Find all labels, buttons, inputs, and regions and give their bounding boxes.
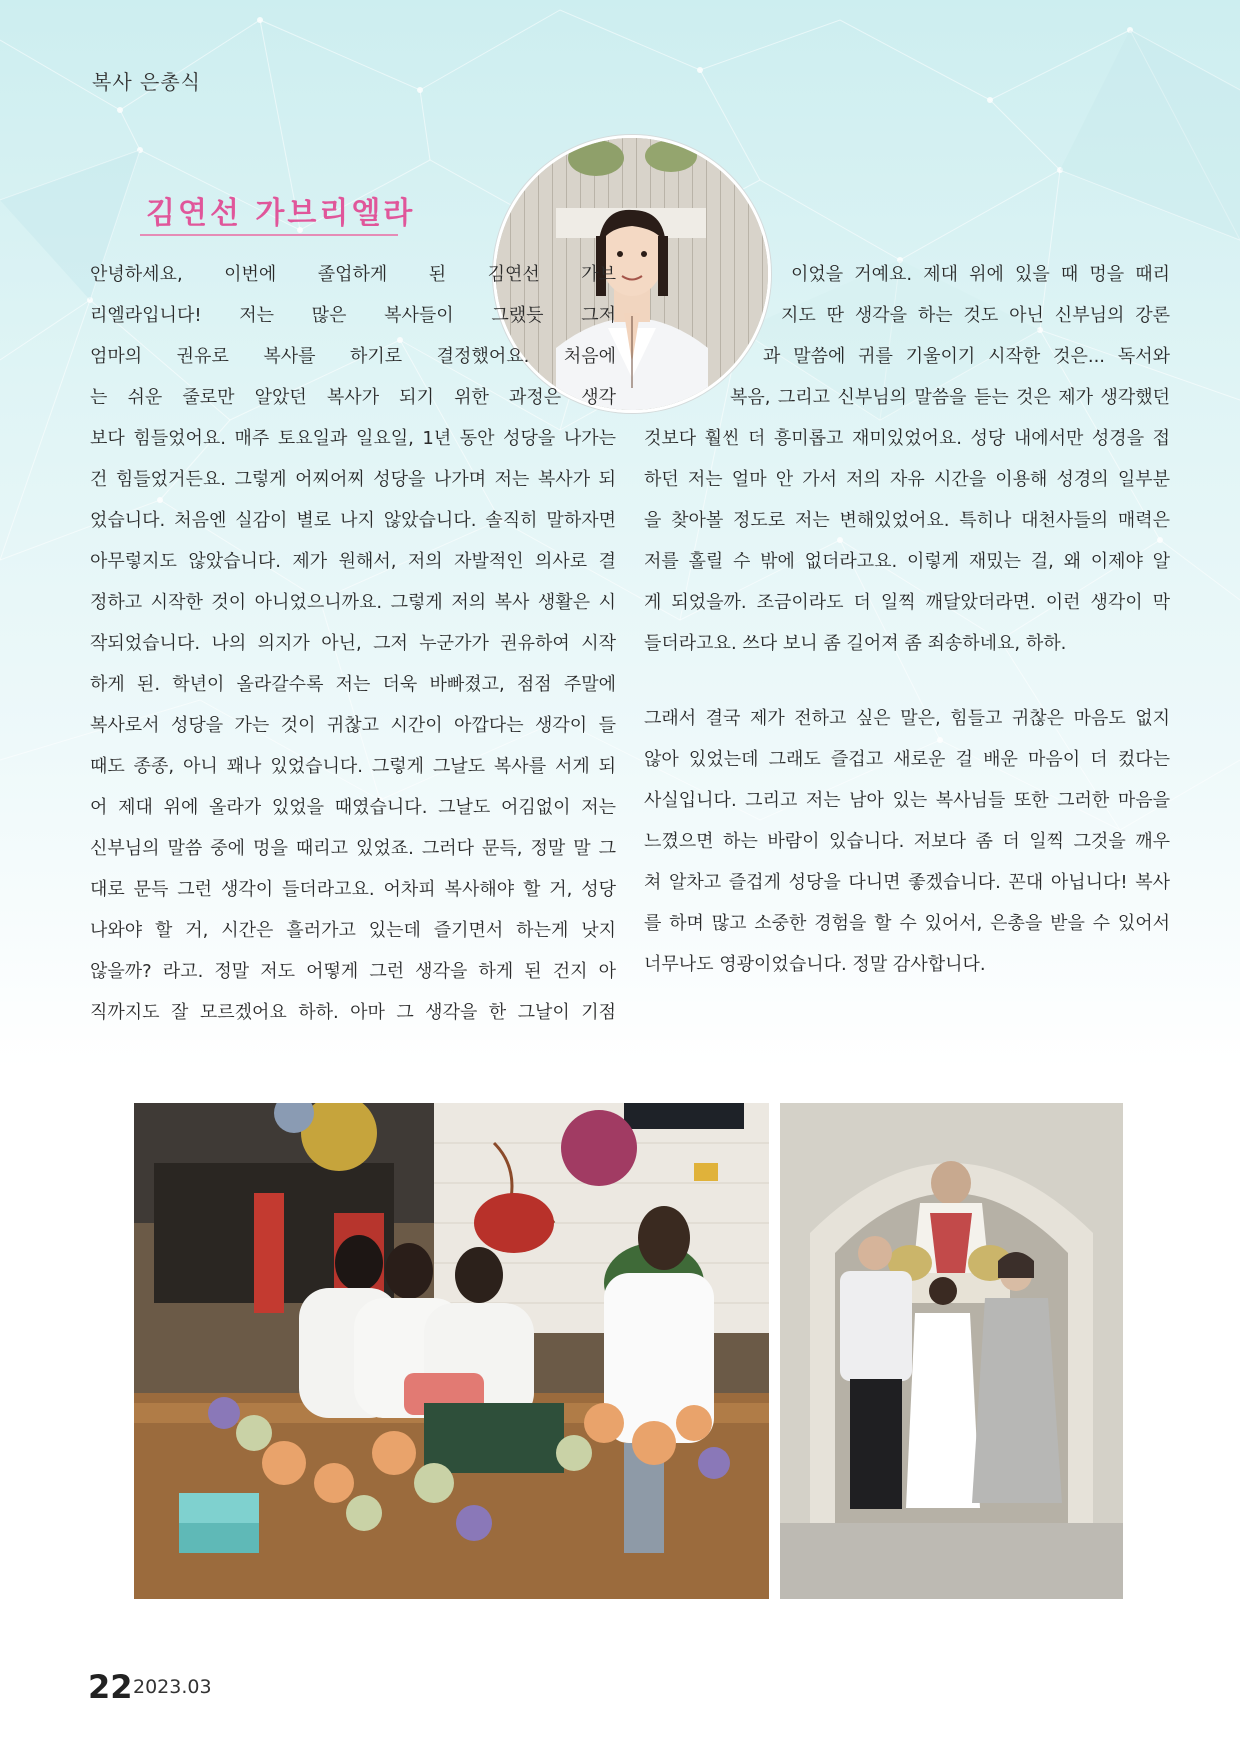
text-line: 게 되었을까. 조금이라도 더 일찍 깨달았더라면. 이런 생각이 막 bbox=[644, 592, 1170, 613]
section-label: 복사 은총식 bbox=[92, 70, 201, 94]
text-line: 복사로서 성당을 가는 것이 귀찮고 시간이 아깝다는 생각이 들 bbox=[90, 715, 616, 736]
text-line: 것보다 훨씬 더 흥미롭고 재미있었어요. 성당 내에서만 성경을 접 bbox=[644, 428, 1170, 449]
text-line: 저를 홀릴 수 밖에 없더라고요. 이렇게 재밌는 걸, 왜 이제야 알 bbox=[644, 551, 1170, 572]
text-line: 사실입니다. 그리고 저는 남아 있는 복사님들 또한 그러한 마음을 bbox=[644, 790, 1170, 811]
text-line: 때도 종종, 아니 꽤나 있었습니다. 그렇게 그날도 복사를 서게 되 bbox=[90, 756, 616, 777]
text-line: 지도 딴 생각을 하는 것도 아닌 신부님의 강론 bbox=[781, 305, 1170, 326]
text-line: 하게 된. 학년이 올라갈수록 저는 더욱 바빠졌고, 점점 주말에 bbox=[90, 674, 616, 695]
author-underline bbox=[140, 234, 398, 236]
author-name: 김연선 가브리엘라 bbox=[146, 196, 416, 231]
text-line: 리엘라입니다! 저는 많은 복사들이 그랬듯 그저 bbox=[90, 305, 616, 326]
celebration-photo bbox=[134, 1103, 769, 1599]
text-line: 보다 힘들었어요. 매주 토요일과 일요일, 1년 동안 성당을 나가는 bbox=[90, 428, 616, 449]
article-body-right bbox=[644, 256, 1170, 666]
text-line: 어 제대 위에 올라가 있었을 때였습니다. 그날도 어김없이 저는 bbox=[90, 797, 616, 818]
group-photo bbox=[780, 1103, 1123, 1599]
article-body-right-closing bbox=[644, 700, 1170, 987]
text-line: 너무나도 영광이었습니다. 정말 감사합니다. bbox=[644, 954, 986, 975]
text-line: 쳐 알차고 즐겁게 성당을 다니면 좋겠습니다. 꼰대 아닙니다! 복사 bbox=[644, 872, 1170, 893]
text-line: 그래서 결국 제가 전하고 싶은 말은, 힘들고 귀찮은 마음도 없지 bbox=[644, 708, 1170, 729]
text-line: 나와야 할 거, 시간은 흘러가고 있는데 즐기면서 하는게 낫지 bbox=[90, 920, 616, 941]
text-line: 작되었습니다. 나의 의지가 아닌, 그저 누군가가 권유하여 시작 bbox=[90, 633, 616, 654]
text-line: 정하고 시작한 것이 아니었으니까요. 그렇게 저의 복사 생활은 시 bbox=[90, 592, 616, 613]
text-line: 않아 있었는데 그래도 즐겁고 새로운 걸 배운 마음이 더 컸다는 bbox=[644, 749, 1170, 770]
issue-date: 2023.03 bbox=[133, 1676, 212, 1698]
text-line: 건 힘들었거든요. 그렇게 어찌어찌 성당을 나가며 저는 복사가 되 bbox=[90, 469, 616, 490]
text-line: 이었을 거예요. 제대 위에 있을 때 멍을 때리 bbox=[791, 264, 1170, 285]
text-line: 느꼈으면 하는 바람이 있습니다. 저보다 좀 더 일찍 그것을 깨우 bbox=[644, 831, 1170, 852]
text-line: 안녕하세요, 이번에 졸업하게 된 김연선 가브 bbox=[90, 264, 616, 285]
text-line: 을 찾아볼 정도로 저는 변해있었어요. 특히나 대천사들의 매력은 bbox=[644, 510, 1170, 531]
text-line: 는 쉬운 줄로만 알았던 복사가 되기 위한 과정은 생각 bbox=[90, 387, 616, 408]
text-line: 들더라고요. 쓰다 보니 좀 길어져 좀 죄송하네요, 하하. bbox=[644, 633, 1067, 654]
text-line: 었습니다. 처음엔 실감이 별로 나지 않았습니다. 솔직히 말하자면 bbox=[90, 510, 616, 531]
text-line: 신부님의 말씀 중에 멍을 때리고 있었죠. 그러다 문득, 정말 말 그 bbox=[90, 838, 616, 859]
page-number: 22 bbox=[88, 1668, 133, 1706]
text-line: 아무렇지도 않았습니다. 제가 원해서, 저의 자발적인 의사로 결 bbox=[90, 551, 616, 572]
text-line: 를 하며 많고 소중한 경험을 할 수 있어서, 은총을 받을 수 있어서 bbox=[644, 913, 1170, 934]
text-line: 복음, 그리고 신부님의 말씀을 듣는 것은 제가 생각했던 bbox=[730, 387, 1170, 408]
text-line: 않을까? 라고. 정말 저도 어떻게 그런 생각을 하게 된 건지 아 bbox=[90, 961, 616, 982]
article-body-left bbox=[90, 256, 616, 1035]
text-line: 엄마의 권유로 복사를 하기로 결정했어요. 처음에 bbox=[90, 346, 616, 367]
text-line: 직까지도 잘 모르겠어요 하하. 아마 그 생각을 한 그날이 기점 bbox=[90, 1002, 616, 1023]
text-line: 대로 문득 그런 생각이 들더라고요. 어차피 복사해야 할 거, 성당 bbox=[90, 879, 616, 900]
text-line: 하던 저는 얼마 안 가서 저의 자유 시간을 이용해 성경의 일부분 bbox=[644, 469, 1170, 490]
text-line: 과 말씀에 귀를 기울이기 시작한 것은... 독서와 bbox=[763, 346, 1170, 367]
